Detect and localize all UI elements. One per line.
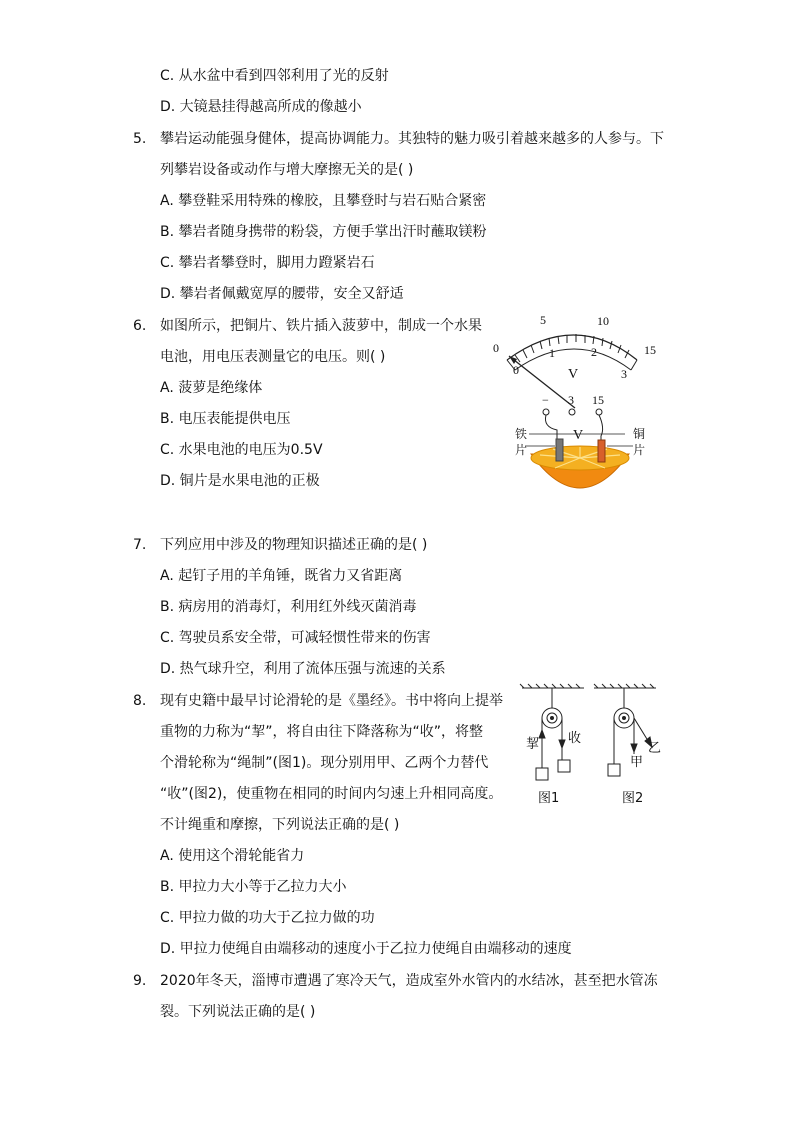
question-stem: 裂。下列说法正确的是( ) bbox=[160, 1004, 316, 1020]
question-stem: 下列应用中涉及的物理知识描述正确的是( ) bbox=[160, 537, 428, 553]
iron-plate-label: 铁 bbox=[515, 427, 528, 441]
option-c: C. 驾驶员系安全带，可减轻惯性带来的伤害 bbox=[160, 630, 431, 646]
scale-label-inner: 2 bbox=[591, 345, 597, 359]
scale-label-outer: 10 bbox=[597, 314, 609, 328]
copper-plate-label: 铜 bbox=[633, 427, 646, 441]
copper-plate-label: 片 bbox=[633, 443, 646, 457]
pulley-figure bbox=[518, 682, 666, 810]
iron-plate-label: 片 bbox=[515, 443, 528, 457]
question-number: 9. bbox=[133, 973, 147, 989]
question-stem: 不计绳重和摩擦，下列说法正确的是( ) bbox=[160, 817, 400, 833]
force-label: 乙 bbox=[648, 741, 662, 756]
scale-label-outer: 15 bbox=[644, 343, 656, 357]
meter-symbol: V bbox=[568, 367, 579, 382]
option-c: C. 从水盆中看到四邻利用了光的反射 bbox=[160, 68, 389, 84]
terminal-label: 15 bbox=[592, 393, 604, 407]
question-number: 8. bbox=[133, 693, 147, 709]
question-stem: 攀岩运动能强身健体，提高协调能力。其独特的魅力吸引着越来越多的人参与。下 bbox=[160, 131, 664, 147]
question-stem: 如图所示，把铜片、铁片插入菠萝中，制成一个水果 bbox=[160, 318, 482, 334]
question-number: 7. bbox=[133, 537, 147, 553]
question-stem: “收”(图2)，使重物在相同的时间内匀速上升相同高度。 bbox=[160, 786, 503, 802]
option-d: D. 大镜悬挂得越高所成的像越小 bbox=[160, 99, 362, 115]
option-a: A. 使用这个滑轮能省力 bbox=[160, 848, 305, 864]
option-a: A. 起钉子用的羊角锤，既省力又省距离 bbox=[160, 568, 403, 584]
scale-label-inner: 1 bbox=[549, 346, 555, 360]
figure-caption: 图2 bbox=[622, 791, 644, 806]
terminal-label: 3 bbox=[568, 393, 574, 407]
copper-plate bbox=[598, 440, 605, 462]
option-b: B. 甲拉力大小等于乙拉力大小 bbox=[160, 879, 347, 895]
option-c: C. 甲拉力做的功大于乙拉力做的功 bbox=[160, 910, 375, 926]
option-d: D. 攀岩者佩戴宽厚的腰带，安全又舒适 bbox=[160, 286, 404, 302]
question-stem: 现有史籍中最早讨论滑轮的是《墨经》。书中将向上提举 bbox=[160, 693, 503, 709]
question-stem: 电池，用电压表测量它的电压。则( ) bbox=[160, 349, 386, 365]
option-c: C. 攀岩者攀登时，脚用力蹬紧岩石 bbox=[160, 255, 375, 271]
question-stem: 列攀岩设备或动作与增大摩擦无关的是( ) bbox=[160, 162, 414, 178]
option-d: D. 热气球升空，利用了流体压强与流速的关系 bbox=[160, 661, 446, 677]
scale-label-inner: 3 bbox=[621, 367, 627, 381]
question-number: 5. bbox=[133, 131, 147, 147]
option-d: D. 甲拉力使绳自由端移动的速度小于乙拉力使绳自由端移动的速度 bbox=[160, 941, 572, 957]
question-stem: 重物的力称为“挈”，将自由往下降落称为“收”，将整 bbox=[160, 724, 484, 740]
figure-caption: 图1 bbox=[538, 791, 560, 806]
option-c: C. 水果电池的电压为0.5V bbox=[160, 442, 323, 458]
option-b: B. 电压表能提供电压 bbox=[160, 411, 291, 427]
iron-plate bbox=[556, 439, 563, 461]
option-d: D. 铜片是水果电池的正极 bbox=[160, 473, 320, 489]
meter-symbol: V bbox=[573, 428, 584, 443]
option-a: A. 攀登鞋采用特殊的橡胶，且攀登时与岩石贴合紧密 bbox=[160, 193, 487, 209]
option-b: B. 病房用的消毒灯，利用红外线灭菌消毒 bbox=[160, 599, 417, 615]
option-a: A. 菠萝是绝缘体 bbox=[160, 380, 263, 396]
question-number: 6. bbox=[133, 318, 147, 334]
question-stem: 个滑轮称为“绳制”(图1)。现分别用甲、乙两个力替代 bbox=[160, 755, 489, 771]
force-label: 挈 bbox=[526, 737, 540, 752]
scale-label-outer: 0 bbox=[493, 341, 499, 355]
force-label: 甲 bbox=[630, 755, 644, 770]
question-stem: 2020年冬天，淄博市遭遇了寒冷天气，造成室外水管内的水结冰，甚至把水管冻 bbox=[160, 973, 658, 989]
scale-label-outer: 5 bbox=[540, 313, 546, 327]
scale-label-inner: 0 bbox=[513, 363, 519, 377]
option-b: B. 攀岩者随身携带的粉袋，方便手掌出汗时蘸取镁粉 bbox=[160, 224, 487, 240]
force-label: 收 bbox=[568, 731, 582, 746]
terminal-label: − bbox=[542, 393, 549, 407]
voltmeter-fruit-battery-figure bbox=[485, 312, 665, 510]
